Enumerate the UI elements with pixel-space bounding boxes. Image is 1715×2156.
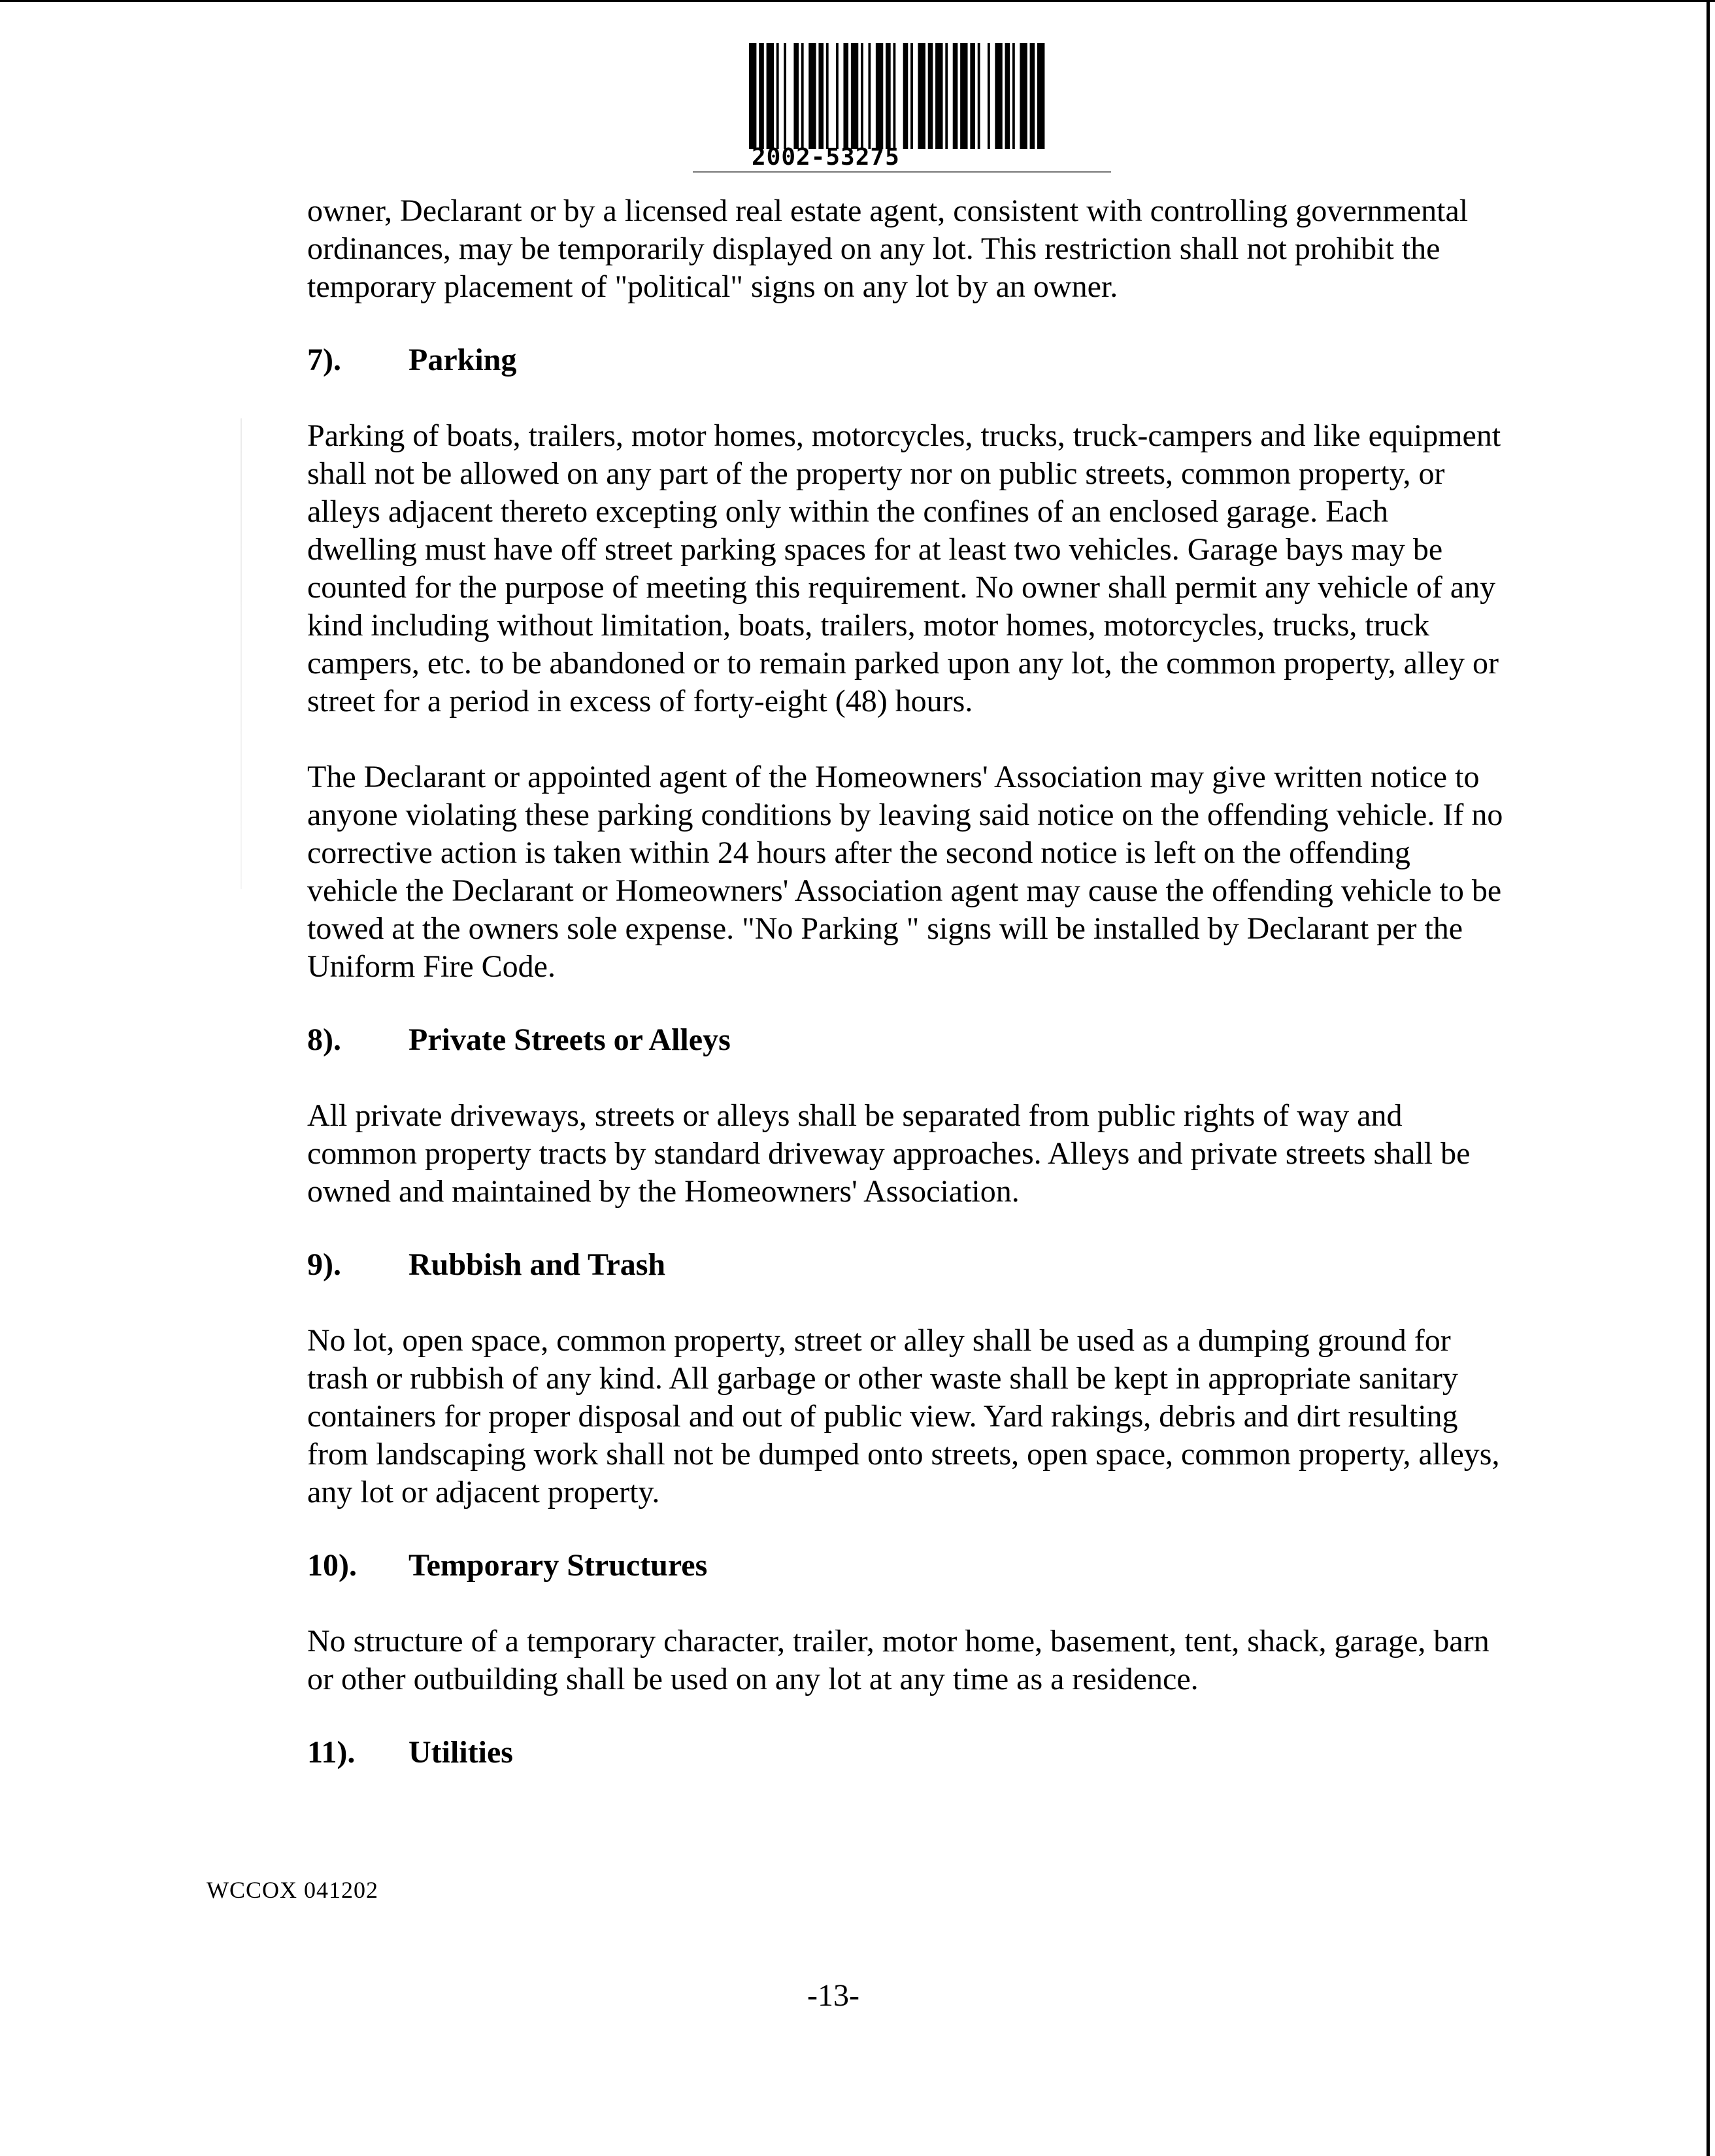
section-title: Private Streets or Alleys (408, 1022, 731, 1057)
barcode-bar (801, 43, 804, 149)
section-heading-utilities (307, 1734, 1503, 1772)
section-heading-parking (307, 341, 1503, 379)
barcode-bar (1030, 43, 1035, 149)
barcode-bar (935, 43, 942, 149)
barcode-bar (793, 43, 799, 149)
page-top-edge (0, 0, 1715, 2)
barcode-bar (970, 43, 975, 149)
barcode-bar (1012, 43, 1015, 149)
section-paragraph: The Declarant or appointed agent of the Homeowners' Association may give written notice to anyone violating these parking conditions by leaving said notice on the offending vehicle. If no corrective action is taken within 24 hours after the second notice is left on the offending vehicle the Declarant or Homeowners' Association agent may cause the offending vehicle to be towed at the owners sole expense. "No Parking " signs will be installed by Declarant per the Uniform Fire Code. (307, 760, 1503, 984)
scan-artifact (241, 418, 242, 889)
barcode (749, 43, 1050, 149)
section-number: 10). (307, 1548, 357, 1583)
barcode-bar (876, 43, 883, 149)
section-title: Rubbish and Trash (408, 1247, 666, 1282)
barcode-bar (910, 43, 913, 149)
barcode-bar (903, 43, 908, 149)
barcode-bar (868, 43, 871, 149)
barcode-bar (826, 43, 829, 149)
barcode-bar (988, 43, 990, 149)
barcode-bar (1020, 43, 1027, 149)
section-number: 7). (307, 343, 341, 377)
barcode-bar (945, 43, 948, 149)
barcode-bar (836, 43, 839, 149)
barcode-bar (818, 43, 824, 149)
intro-paragraph: owner, Declarant or by a licensed real estate agent, consistent with controlling governmental ordinances, may be temporarily displayed on any lot. This restriction shall not prohibit the temporary placement of "political" signs on any lot by an owner. (307, 194, 1469, 304)
barcode-bar (995, 43, 1002, 149)
barcode-bar (767, 43, 774, 149)
section-paragraph: No lot, open space, common property, street or alley shall be used as a dumping ground for trash or rubbish of any kind. All garbage or other waste shall be kept in appropriate sanitary containers for proper disposal and out of public view. Yard rakings, debris and dirt resulting from landscaping work shall not be dumped onto streets, open space, common property, alleys, any lot or adjacent property. (307, 1323, 1500, 1509)
section-heading-temporary-structures (307, 1547, 1503, 1585)
section-paragraph: Parking of boats, trailers, motor homes, motorcycles, trucks, truck-campers and like equipment shall not be allowed on any part of the property nor on public streets, common property, or alleys adjacent thereto excepting only within the confines of an enclosed garage. Each dwelling must have off street parking spaces for at least two vehicles. Garage bays may be counted for the purpose of meeting this requirement. No owner shall permit any vehicle of any kind including without limitation, boats, trailers, motor homes, motorcycles, trucks, truck campers, etc. to be abandoned or to remain parked upon any lot, the common property, alley or street for a period in excess of forty-eight (48) hours. (307, 418, 1501, 718)
section-paragraph: All private driveways, streets or alleys shall be separated from public rights of way and common property tracts by standard driveway approaches. Alleys and private streets shall be owned and maintained by the Homeowners' Association. (307, 1098, 1471, 1209)
barcode-bar (953, 43, 958, 149)
barcode-bar (851, 43, 858, 149)
section-title: Utilities (408, 1735, 513, 1770)
document-body (307, 192, 1503, 1772)
section-paragraph: No structure of a temporary character, trailer, motor home, basement, tent, shack, garage, barn or other outbuilding shall be used on any lot at any time as a residence. (307, 1624, 1490, 1696)
barcode-bar (749, 43, 756, 149)
barcode-bar (886, 43, 891, 149)
barcode-underline (693, 171, 1111, 173)
barcode-bar (1005, 43, 1010, 149)
section-number: 11). (307, 1735, 356, 1770)
section-title: Temporary Structures (408, 1548, 708, 1583)
barcode-bar (918, 43, 925, 149)
section-number: 9). (307, 1247, 341, 1282)
page-number: -13- (807, 1978, 859, 2013)
section-number: 8). (307, 1022, 341, 1057)
document-id: WCCOX 041202 (207, 1877, 378, 1903)
barcode-bar (808, 43, 816, 149)
barcode-bar (784, 43, 786, 149)
barcode-bar (978, 43, 980, 149)
page-right-edge (1707, 0, 1710, 2156)
section-title: Parking (408, 343, 517, 377)
barcode-bar (893, 43, 896, 149)
section-heading-rubbish (307, 1246, 1503, 1284)
section-heading-private-streets (307, 1021, 1503, 1059)
barcode-bar (843, 43, 848, 149)
barcode-bar (759, 43, 764, 149)
barcode-bar (1037, 43, 1044, 149)
barcode-bar (861, 43, 863, 149)
barcode-number: 2002-53275 (752, 144, 900, 171)
barcode-bar (928, 43, 933, 149)
barcode-bar (960, 43, 967, 149)
barcode-bar (776, 43, 779, 149)
